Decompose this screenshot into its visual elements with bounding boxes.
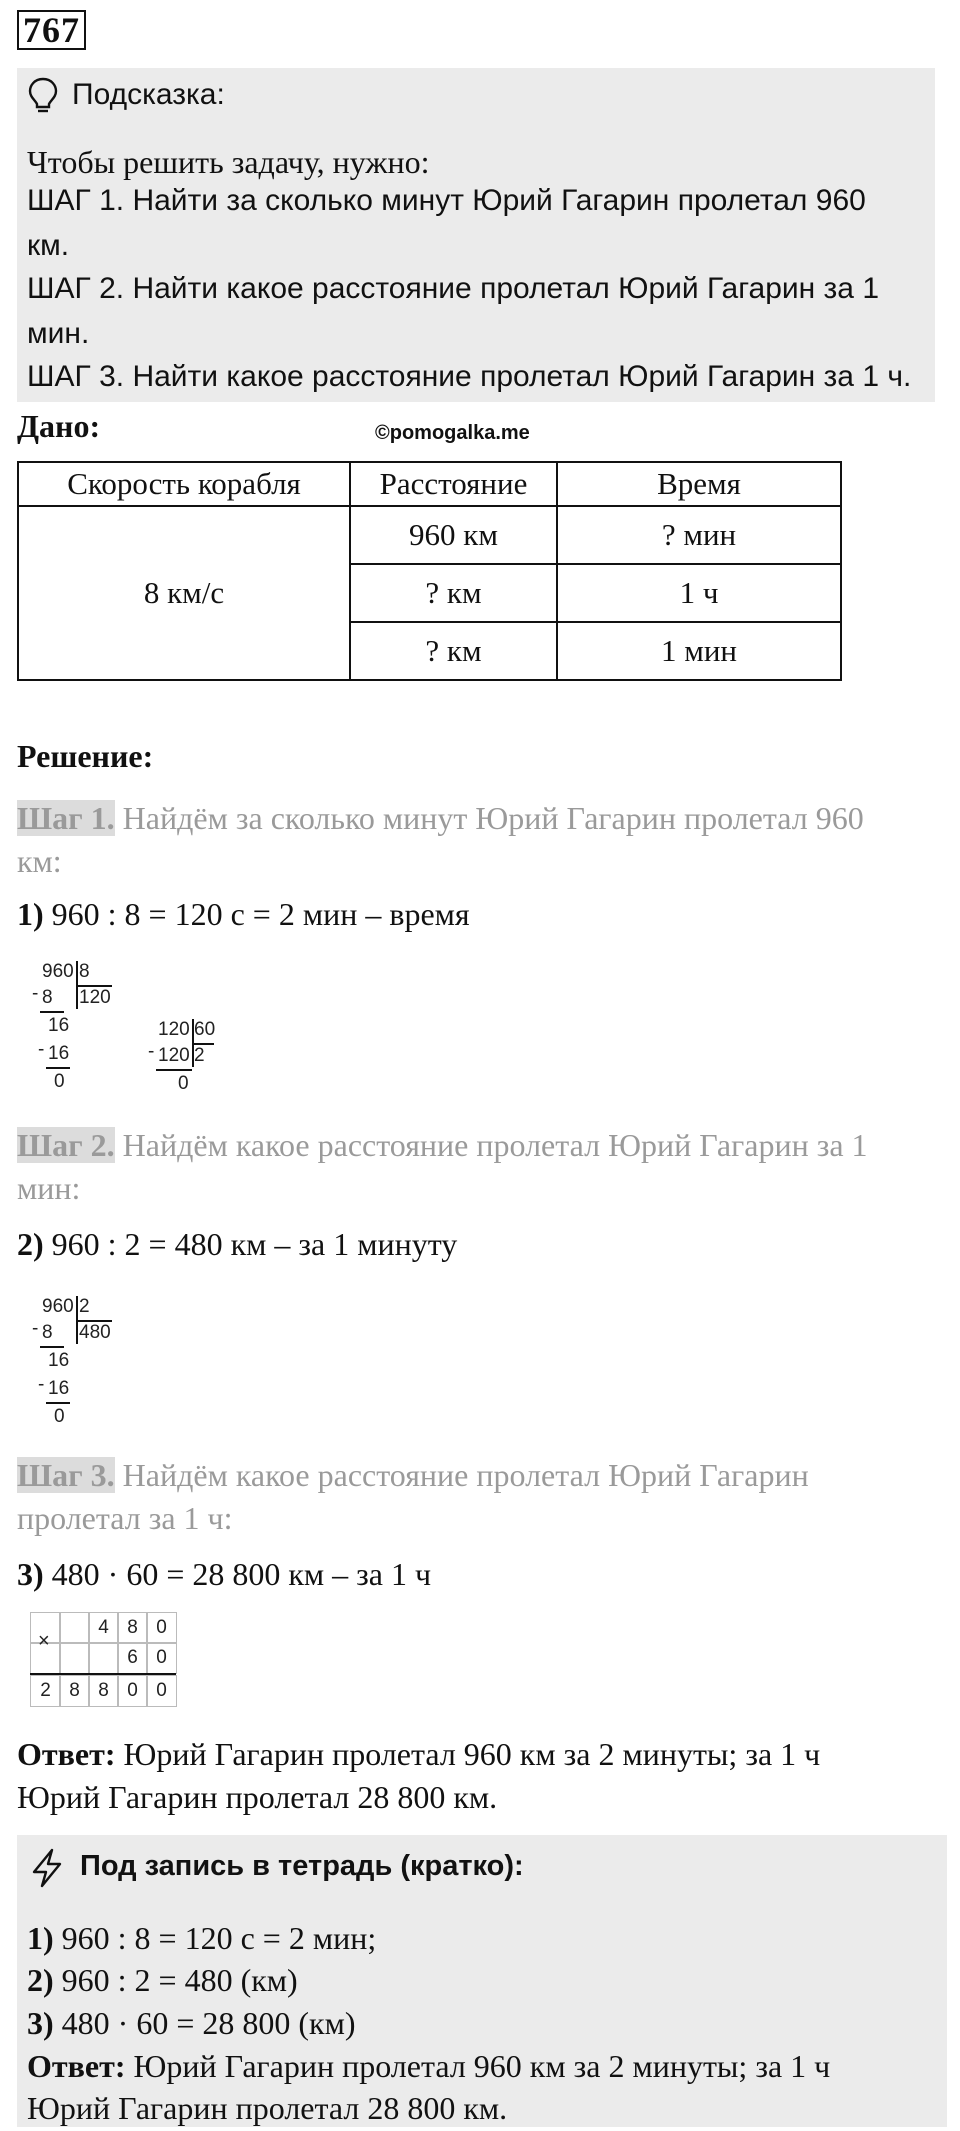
step-3-heading	[17, 1457, 939, 1494]
step-tag: Шаг 3.	[17, 1457, 115, 1493]
hint-step-tag: ШАГ 2.	[27, 272, 125, 305]
remainder: 16	[48, 1350, 70, 1371]
hint-step-2-cont: мин.	[27, 317, 90, 350]
equation-1	[17, 896, 470, 933]
step-1-heading	[17, 800, 939, 837]
digit: 0	[117, 1675, 148, 1707]
hint-step-text: Найти за сколько минут Юрий Гагарин пролетал 960	[132, 184, 866, 217]
quotient: 2	[194, 1045, 205, 1066]
notebook-line-number: 2)	[27, 1962, 54, 1998]
equation-number: 1)	[17, 896, 44, 932]
notebook-title: Под запись в тетрадь (кратко):	[80, 1850, 524, 1882]
equation-text: 960 : 2 = 480 км – за 1 минуту	[51, 1226, 458, 1262]
notebook-line-text: 960 : 2 = 480 (км)	[61, 1962, 298, 1998]
time-cell: 1 мин	[557, 622, 841, 680]
hint-step-tag: ШАГ 1.	[27, 184, 125, 217]
lightning-icon	[28, 1848, 66, 1888]
remainder: 16	[48, 1015, 70, 1036]
answer-label: Ответ:	[17, 1736, 116, 1772]
hint-step-2	[27, 265, 932, 313]
equation-number: 3)	[17, 1556, 44, 1592]
distance-cell: ? км	[350, 564, 557, 622]
problem-number: 767	[17, 10, 86, 50]
digit: 2	[30, 1675, 61, 1707]
notebook-line-text: 480 · 60 = 28 800 (км)	[61, 2005, 356, 2041]
notebook-line-number: 3)	[27, 2005, 54, 2041]
subtrahend: 16	[48, 1378, 70, 1399]
multiply-sign: ×	[38, 1630, 50, 1652]
digit: 0	[146, 1612, 177, 1644]
hint-step-1-cont: км.	[27, 229, 70, 262]
subtrahend: 8	[42, 987, 53, 1008]
dividend: 120	[158, 1019, 190, 1040]
lightbulb-icon	[26, 76, 60, 116]
digit: 0	[146, 1642, 177, 1674]
digit: 8	[88, 1675, 119, 1707]
hint-step-text: Найти какое расстояние пролетал Юрий Гагарин за 1	[132, 272, 880, 305]
speed-cell: 8 км/с	[18, 506, 350, 680]
distance-cell: 960 км	[350, 506, 557, 564]
remainder: 0	[54, 1071, 65, 1092]
dividend: 960	[42, 961, 74, 982]
notebook-answer-label: Ответ:	[27, 2048, 126, 2084]
table-header-row	[18, 462, 841, 506]
equation-number: 2)	[17, 1226, 44, 1262]
digit: 6	[117, 1642, 148, 1674]
given-table	[17, 461, 842, 681]
remainder: 0	[54, 1406, 65, 1427]
table-header: Время	[557, 462, 841, 506]
hint-step-3	[27, 353, 932, 401]
answer-text: Юрий Гагарин пролетал 960 км за 2 минуты; за 1 ч	[123, 1736, 821, 1772]
table-header: Скорость корабля	[18, 462, 350, 506]
notebook-line-number: 1)	[27, 1920, 54, 1956]
equation-text: 960 : 8 = 120 с = 2 мин – время	[51, 896, 470, 932]
digit: 8	[59, 1675, 90, 1707]
notebook-line-3	[27, 2005, 355, 2042]
digit: 4	[88, 1612, 119, 1644]
divisor: 2	[79, 1296, 90, 1317]
distance-cell: ? км	[350, 622, 557, 680]
subtrahend: 120	[158, 1045, 190, 1066]
time-cell: 1 ч	[557, 564, 841, 622]
quotient: 480	[79, 1322, 111, 1343]
digit: 0	[146, 1675, 177, 1707]
answer-line-1	[17, 1736, 939, 1773]
notebook-answer-line-2: Юрий Гагарин пролетал 28 800 км.	[27, 2090, 508, 2126]
column-multiplication	[30, 1612, 190, 1708]
step-tag: Шаг 1.	[17, 800, 115, 836]
step-1-cont: км:	[17, 843, 62, 879]
given-label: Дано:	[17, 408, 101, 444]
dividend: 960	[42, 1296, 74, 1317]
solution-label: Решение:	[17, 738, 154, 774]
hint-step-1	[27, 177, 932, 225]
step-text: Найдём какое расстояние пролетал Юрий Гагарин за 1	[122, 1127, 868, 1163]
divisor: 60	[194, 1019, 216, 1040]
hint-step-text: Найти какое расстояние пролетал Юрий Гагарин за 1 ч.	[132, 360, 912, 393]
hint-intro: Чтобы решить задачу, нужно:	[27, 144, 430, 180]
notebook-answer-line-1	[27, 2048, 937, 2085]
digit: 8	[117, 1612, 148, 1644]
answer-line-2: Юрий Гагарин пролетал 28 800 км.	[17, 1779, 498, 1815]
step-3-cont: пролетал за 1 ч:	[17, 1500, 233, 1536]
hint-title: Подсказка:	[72, 78, 225, 111]
subtrahend: 16	[48, 1043, 70, 1064]
step-tag: Шаг 2.	[17, 1127, 115, 1163]
subtrahend: 8	[42, 1322, 53, 1343]
equation-text: 480 · 60 = 28 800 км – за 1 ч	[51, 1556, 432, 1592]
notebook-line-1	[27, 1920, 376, 1957]
step-text: Найдём какое расстояние пролетал Юрий Гагарин	[122, 1457, 809, 1493]
time-cell: ? мин	[557, 506, 841, 564]
step-2-heading	[17, 1127, 939, 1164]
table-row	[18, 506, 841, 564]
divisor: 8	[79, 961, 90, 982]
notebook-answer-text: Юрий Гагарин пролетал 960 км за 2 минуты; за 1 ч	[133, 2048, 831, 2084]
watermark: ©pomogalka.me	[375, 422, 530, 444]
notebook-line-2	[27, 1962, 298, 1999]
remainder: 0	[178, 1073, 189, 1094]
equation-2	[17, 1226, 457, 1263]
step-text: Найдём за сколько минут Юрий Гагарин пролетал 960	[122, 800, 864, 836]
hint-step-tag: ШАГ 3.	[27, 360, 125, 393]
equation-3	[17, 1556, 431, 1593]
table-header: Расстояние	[350, 462, 557, 506]
step-2-cont: мин:	[17, 1170, 81, 1206]
notebook-line-text: 960 : 8 = 120 с = 2 мин;	[61, 1920, 377, 1956]
quotient: 120	[79, 987, 111, 1008]
